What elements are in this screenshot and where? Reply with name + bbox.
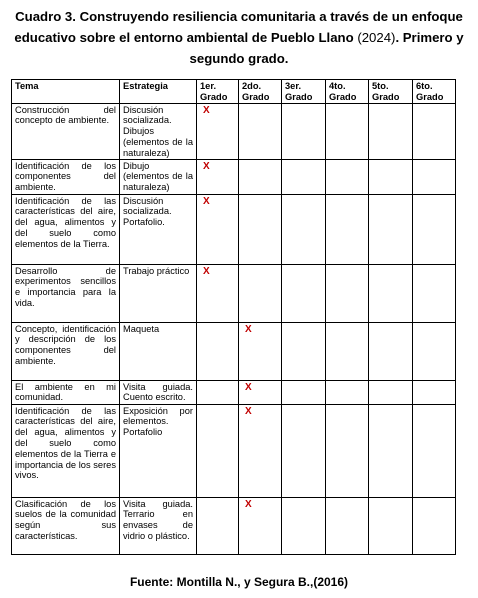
table-row	[12, 194, 456, 264]
table-row	[12, 497, 456, 554]
grade-cell	[239, 404, 282, 497]
grade-cell	[282, 159, 326, 194]
column-header: Estrategia	[120, 80, 197, 104]
table-header-row	[12, 80, 456, 104]
grade-cell	[239, 497, 282, 554]
table-row	[12, 103, 456, 159]
grade-cell	[413, 103, 456, 159]
grade-cell	[326, 497, 369, 554]
grade-cell	[413, 404, 456, 497]
tema-cell: Concepto, identificación y descripción de los componentes del ambiente.	[12, 322, 120, 380]
estrategia-cell: Trabajo práctico	[120, 264, 197, 322]
grade-cell	[197, 380, 239, 404]
grade-cell	[413, 322, 456, 380]
grade-cell	[239, 194, 282, 264]
column-header: Tema	[12, 80, 120, 104]
grade-cell	[413, 380, 456, 404]
grade-cell	[369, 194, 413, 264]
column-header: 1er. Grado	[197, 80, 239, 104]
column-header: 5to. Grado	[369, 80, 413, 104]
estrategia-cell: Discusión socializada. Dibujos (elementos de la naturaleza)	[120, 103, 197, 159]
grade-cell	[369, 404, 413, 497]
grade-mark: X	[245, 498, 252, 510]
table-row	[12, 264, 456, 322]
grade-cell	[197, 404, 239, 497]
grade-mark: X	[245, 323, 252, 335]
grade-cell	[282, 194, 326, 264]
tema-cell: Desarrollo de experimentos sencillos e importancia para la vida.	[12, 264, 120, 322]
title-line-3: segundo grado.	[189, 51, 289, 66]
source-caption: Fuente: Montilla N., y Segura B.,(2016)	[129, 575, 349, 589]
grade-cell	[197, 159, 239, 194]
tema-cell: Construcción del concepto de ambiente.	[12, 103, 120, 159]
column-header: 3er. Grado	[282, 80, 326, 104]
tema-cell: Clasificación de los suelos de la comunidad según sus características.	[12, 497, 120, 554]
grade-cell	[413, 264, 456, 322]
estrategia-cell: Discusión socializada. Portafolio.	[120, 194, 197, 264]
table-row	[12, 322, 456, 380]
title-line-2	[0, 27, 478, 48]
estrategia-cell: Dibujo (elementos de la naturaleza)	[120, 159, 197, 194]
grade-cell	[282, 322, 326, 380]
grade-mark: X	[203, 160, 210, 172]
column-header: 4to. Grado	[326, 80, 369, 104]
grade-cell	[413, 194, 456, 264]
strategy-table	[11, 79, 456, 555]
grade-cell	[197, 322, 239, 380]
grade-cell	[197, 194, 239, 264]
column-header: 2do. Grado	[239, 80, 282, 104]
grade-cell	[369, 264, 413, 322]
grade-cell	[369, 322, 413, 380]
grade-mark: X	[245, 405, 252, 417]
tema-cell: Identificación de los componentes del ambiente.	[12, 159, 120, 194]
grade-cell	[326, 322, 369, 380]
grade-cell	[369, 380, 413, 404]
table-body	[12, 103, 456, 554]
grade-cell	[239, 103, 282, 159]
grade-cell	[369, 159, 413, 194]
table-row	[12, 380, 456, 404]
table-row	[12, 404, 456, 497]
grade-cell	[239, 159, 282, 194]
grade-cell	[282, 380, 326, 404]
title-line-2-text: educativo sobre el entorno ambiental de Pueblo Llano	[14, 30, 358, 45]
grade-cell	[326, 264, 369, 322]
grade-mark: X	[203, 104, 210, 116]
grade-cell	[282, 404, 326, 497]
grade-mark: X	[203, 195, 210, 207]
grade-cell	[369, 103, 413, 159]
grade-mark: X	[203, 265, 210, 277]
grade-cell	[282, 103, 326, 159]
tema-cell: Identificación de las características del aire, del agua, alimentos y del suelo como elementos de la Tierra e importancia de los seres vivos.	[12, 404, 120, 497]
grade-cell	[239, 322, 282, 380]
grade-mark: X	[245, 381, 252, 393]
column-header: 6to. Grado	[413, 80, 456, 104]
estrategia-cell: Visita guiada. Cuento escrito.	[120, 380, 197, 404]
grade-cell	[326, 103, 369, 159]
estrategia-cell: Visita guiada. Terrario en envases de vidrio o plástico.	[120, 497, 197, 554]
tema-cell: El ambiente en mi comunidad.	[12, 380, 120, 404]
grade-cell	[197, 103, 239, 159]
grade-cell	[326, 404, 369, 497]
grade-cell	[282, 264, 326, 322]
estrategia-cell: Maqueta	[120, 322, 197, 380]
grade-cell	[197, 264, 239, 322]
grade-cell	[369, 497, 413, 554]
title-year: (2024)	[357, 30, 396, 45]
title-line-1: Cuadro 3. Construyendo resiliencia comunitaria a través de un enfoque	[15, 9, 463, 24]
title-line-2-end: . Primero y	[395, 30, 464, 45]
grade-cell	[326, 194, 369, 264]
grade-cell	[197, 497, 239, 554]
tema-cell: Identificación de las características del aire, del agua, alimentos y del suelo como elementos de la Tierra.	[12, 194, 120, 264]
estrategia-cell: Exposición por elementos. Portafolio	[120, 404, 197, 497]
grade-cell	[413, 159, 456, 194]
grade-cell	[239, 264, 282, 322]
document-title	[0, 6, 478, 69]
table-row	[12, 159, 456, 194]
grade-cell	[326, 159, 369, 194]
grade-cell	[326, 380, 369, 404]
grade-cell	[239, 380, 282, 404]
grade-cell	[282, 497, 326, 554]
grade-cell	[413, 497, 456, 554]
